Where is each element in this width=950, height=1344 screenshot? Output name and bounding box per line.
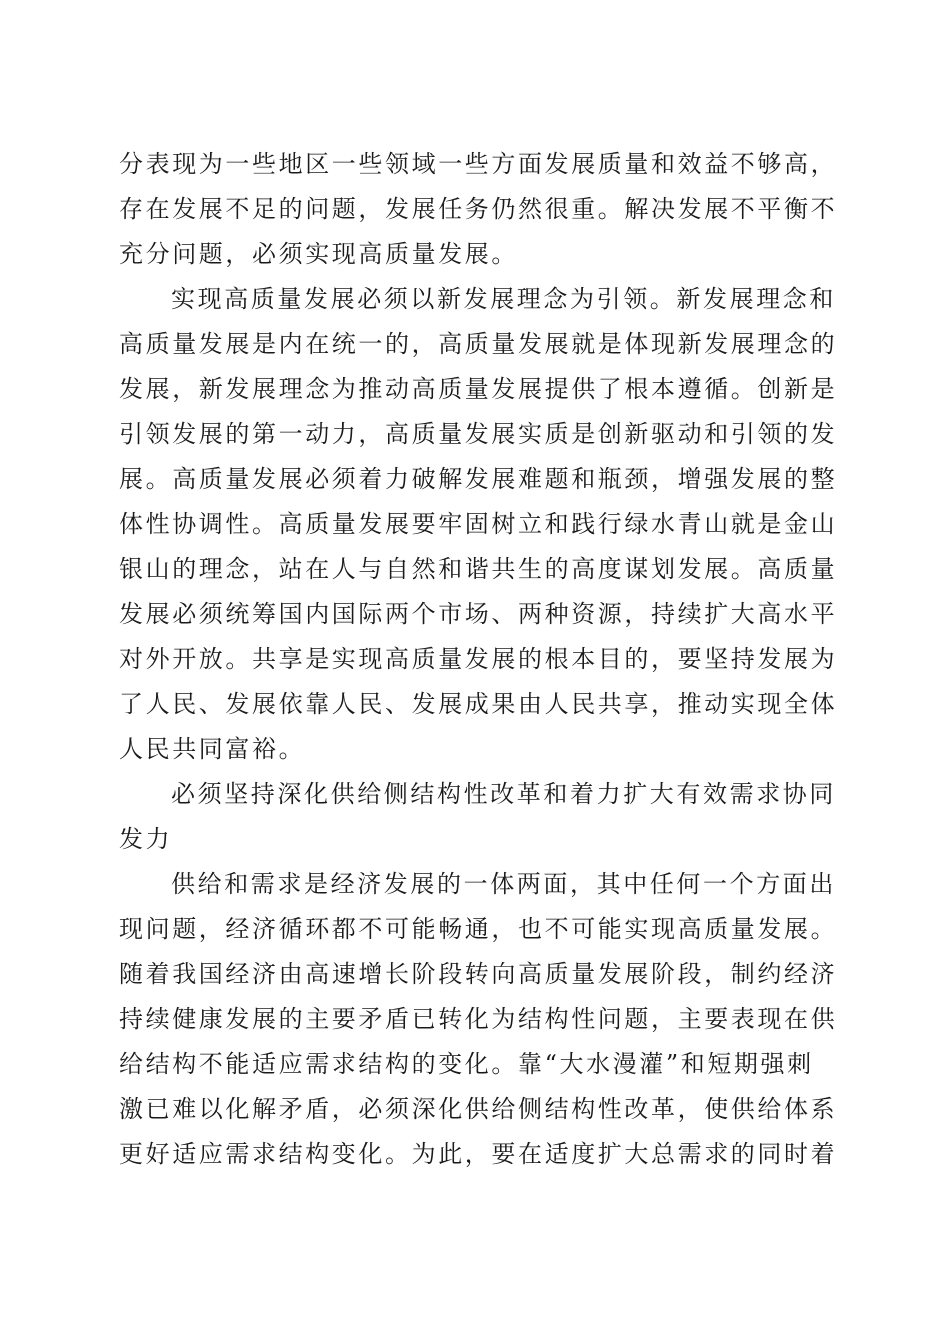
paragraph-1-line-1: 分表现为一些地区一些领域一些方面发展质量和效益不够高， xyxy=(119,150,838,178)
paragraph-2-line-11: 人民共同富裕。 xyxy=(119,735,306,763)
section-heading-line-2: 发力 xyxy=(119,825,173,853)
paragraph-2-line-1: 实现高质量发展必须以新发展理念为引领。新发展理念和 xyxy=(171,285,836,313)
paragraph-2-line-8: 发展必须统筹国内国际两个市场、两种资源，持续扩大高水平 xyxy=(119,600,838,628)
paragraph-1-line-3: 充分问题，必须实现高质量发展。 xyxy=(119,240,518,268)
paragraph-2-line-4: 引领发展的第一动力，高质量发展实质是创新驱动和引领的发 xyxy=(119,420,838,448)
paragraph-1-line-2: 存在发展不足的问题，发展任务仍然很重。解决发展不平衡不 xyxy=(119,195,838,223)
paragraph-2-line-9: 对外开放。共享是实现高质量发展的根本目的，要坚持发展为 xyxy=(119,645,838,673)
section-heading-line-1: 必须坚持深化供给侧结构性改革和着力扩大有效需求协同 xyxy=(171,780,836,808)
paragraph-4-line-2: 现问题，经济循环都不可能畅通，也不可能实现高质量发展。 xyxy=(119,915,838,943)
paragraph-2-line-5: 展。高质量发展必须着力破解发展难题和瓶颈，增强发展的整 xyxy=(119,465,838,493)
paragraph-4-line-7: 更好适应需求结构变化。为此，要在适度扩大总需求的同时着 xyxy=(119,1140,838,1168)
paragraph-2-line-7: 银山的理念，站在人与自然和谐共生的高度谋划发展。高质量 xyxy=(119,555,838,583)
paragraph-4-line-1: 供给和需求是经济发展的一体两面，其中任何一个方面出 xyxy=(171,870,836,898)
document-body xyxy=(119,142,838,1177)
paragraph-2-line-3: 发展，新发展理念为推动高质量发展提供了根本遵循。创新是 xyxy=(119,375,838,403)
paragraph-2-line-2: 高质量发展是内在统一的，高质量发展就是体现新发展理念的 xyxy=(119,330,838,358)
paragraph-4-line-6: 激已难以化解矛盾，必须深化供给侧结构性改革，使供给体系 xyxy=(119,1095,838,1123)
paragraph-4-line-4: 持续健康发展的主要矛盾已转化为结构性问题，主要表现在供 xyxy=(119,1005,838,1033)
paragraph-2-line-6: 体性协调性。高质量发展要牢固树立和践行绿水青山就是金山 xyxy=(119,510,838,538)
paragraph-2-line-10: 了人民、发展依靠人民、发展成果由人民共享，推动实现全体 xyxy=(119,690,838,718)
paragraph-4-line-3: 随着我国经济由高速增长阶段转向高质量发展阶段，制约经济 xyxy=(119,960,838,988)
paragraph-4-line-5: 给结构不能适应需求结构的变化。靠“大水漫灌”和短期强刺 xyxy=(119,1050,814,1078)
